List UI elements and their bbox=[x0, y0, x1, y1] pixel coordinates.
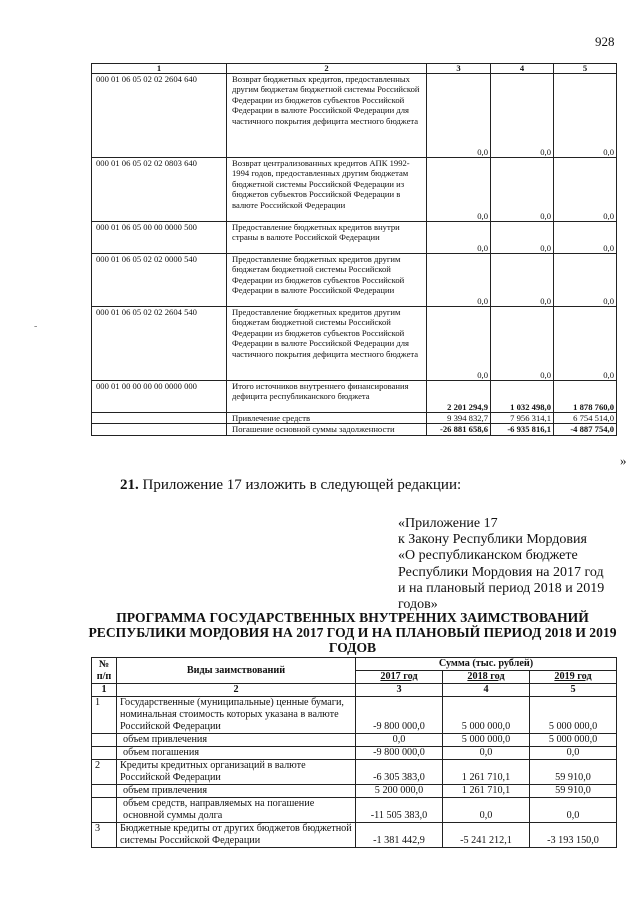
value-2017: -6 305 383,0 bbox=[356, 760, 443, 785]
row-number bbox=[92, 798, 117, 823]
program-heading: ПРОГРАММА ГОСУДАРСТВЕННЫХ ВНУТРЕННИХ ЗАИМСТВОВАНИЙ РЕСПУБЛИКИ МОРДОВИЯ НА 2017 ГОД И НА ПЛАНОВЫЙ ПЕРИОД 2018 И 2019 ГОДОВ bbox=[88, 610, 617, 656]
margin-mark: - bbox=[34, 321, 38, 332]
value-2019: 59 910,0 bbox=[530, 760, 617, 785]
page-number: 928 bbox=[595, 34, 615, 49]
appendix-line: к Закону Республики Мордовия bbox=[398, 532, 587, 548]
amendment-text: Приложение 17 изложить в следующей редакции: bbox=[138, 477, 462, 493]
table-row bbox=[92, 158, 617, 222]
value-2017: 0,0 bbox=[427, 222, 491, 254]
header-cell: 5 bbox=[554, 64, 617, 74]
header-year-2018: 2018 год bbox=[443, 671, 530, 684]
value-2018: 0,0 bbox=[491, 222, 554, 254]
appendix-line: годов» bbox=[398, 597, 438, 613]
value-2018: 1 261 710,1 bbox=[443, 760, 530, 785]
table-row bbox=[92, 413, 617, 424]
budget-code: 000 01 00 00 00 00 0000 000 bbox=[92, 381, 227, 413]
amendment-paragraph bbox=[120, 477, 461, 494]
numbering-cell: 4 bbox=[443, 684, 530, 697]
table-row bbox=[92, 785, 617, 798]
appendix-line: Республики Мордовия на 2017 год bbox=[398, 564, 604, 580]
value-2017: 0,0 bbox=[427, 74, 491, 158]
value-2017: -1 381 442,9 bbox=[356, 823, 443, 848]
header-cell: 4 bbox=[491, 64, 554, 74]
header-kind: Виды заимствований bbox=[117, 658, 356, 684]
table-row bbox=[92, 424, 617, 435]
numbering-cell: 5 bbox=[530, 684, 617, 697]
value-2018: 1 261 710,1 bbox=[443, 785, 530, 798]
value-2019: 0,0 bbox=[530, 747, 617, 760]
value-2018: 1 032 498,0 bbox=[491, 381, 554, 413]
value-2018: 0,0 bbox=[491, 254, 554, 307]
value-2017: 5 200 000,0 bbox=[356, 785, 443, 798]
value-2018: -6 935 816,1 bbox=[491, 424, 554, 435]
table-header-row bbox=[92, 658, 617, 671]
table-row bbox=[92, 760, 617, 785]
value-2019: 6 754 514,0 bbox=[554, 413, 617, 424]
row-description: Погашение основной суммы задолженности bbox=[227, 424, 427, 435]
value-2017: -9 800 000,0 bbox=[356, 697, 443, 734]
table-numbering-row bbox=[92, 684, 617, 697]
appendix-line: «О республиканском бюджете bbox=[398, 548, 578, 564]
appendix-line: «Приложение 17 bbox=[398, 516, 498, 531]
value-2018: 7 956 314,1 bbox=[491, 413, 554, 424]
value-2017: -9 800 000,0 bbox=[356, 747, 443, 760]
numbering-cell: 1 bbox=[92, 684, 117, 697]
row-label: объем погашения bbox=[117, 747, 356, 760]
table-row-total bbox=[92, 381, 617, 413]
value-2019: 0,0 bbox=[554, 254, 617, 307]
value-2017: 0,0 bbox=[427, 158, 491, 222]
borrowing-program-table bbox=[91, 657, 617, 848]
table-row bbox=[92, 254, 617, 307]
header-year-2019: 2019 год bbox=[530, 671, 617, 684]
value-2018: 0,0 bbox=[443, 798, 530, 823]
value-2019: 0,0 bbox=[554, 222, 617, 254]
row-description: Возврат бюджетных кредитов, предоставленных другим бюджетам бюджетной системы Российской Федерации из бюджетов субъектов Российской Федерации в валюте Российской Федерации для частичного покрытия дефицита местного бюджета bbox=[227, 74, 427, 158]
row-description: Возврат централизованных кредитов АПК 1992-1994 годов, предоставленных другим бюджетам бюджетной системы Российской Федерации из бюджетов субъектов Российской Федерации в валюте Российской Федерации bbox=[227, 158, 427, 222]
row-label: объем средств, направляемых на погашение основной суммы долга bbox=[117, 798, 356, 823]
header-sum: Сумма (тыс. рублей) bbox=[356, 658, 617, 671]
value-2019: 5 000 000,0 bbox=[530, 734, 617, 747]
value-2019: -4 887 754,0 bbox=[554, 424, 617, 435]
table-row bbox=[92, 697, 617, 734]
value-2017: -11 505 383,0 bbox=[356, 798, 443, 823]
row-label: Бюджетные кредиты от других бюджетов бюджетной системы Российской Федерации bbox=[117, 823, 356, 848]
amendment-number: 21. bbox=[120, 477, 139, 493]
table-row bbox=[92, 74, 617, 158]
value-2018: -5 241 212,1 bbox=[443, 823, 530, 848]
row-number bbox=[92, 785, 117, 798]
value-2017: 0,0 bbox=[427, 254, 491, 307]
table-row bbox=[92, 747, 617, 760]
numbering-cell: 2 bbox=[117, 684, 356, 697]
sources-financing-table bbox=[91, 63, 617, 436]
value-2019: 0,0 bbox=[530, 798, 617, 823]
appendix-line: и на плановый период 2018 и 2019 bbox=[398, 580, 605, 596]
table-row bbox=[92, 823, 617, 848]
appendix-note bbox=[398, 516, 623, 613]
budget-code: 000 01 06 05 02 02 0803 640 bbox=[92, 158, 227, 222]
row-description: Предоставление бюджетных кредитов другим бюджетам бюджетной системы Российской Федерации из бюджетов субъектов Российской Федерации в валюте Российской Федерации для частичного покрытия дефицита местного бюджета bbox=[227, 307, 427, 381]
budget-code bbox=[92, 413, 227, 424]
table-header-row bbox=[92, 64, 617, 74]
header-number: № п/п bbox=[92, 658, 117, 684]
value-2019: -3 193 150,0 bbox=[530, 823, 617, 848]
value-2017: 9 394 832,7 bbox=[427, 413, 491, 424]
table-row bbox=[92, 222, 617, 254]
row-label: Государственные (муниципальные) ценные бумаги, номинальная стоимость которых указана в валюте Российской Федерации bbox=[117, 697, 356, 734]
row-number bbox=[92, 747, 117, 760]
budget-code bbox=[92, 424, 227, 435]
row-description: Предоставление бюджетных кредитов внутри страны в валюте Российской Федерации bbox=[227, 222, 427, 254]
value-2017: 2 201 294,9 bbox=[427, 381, 491, 413]
budget-code: 000 01 06 05 00 00 0000 500 bbox=[92, 222, 227, 254]
row-label: объем привлечения bbox=[117, 785, 356, 798]
value-2018: 5 000 000,0 bbox=[443, 697, 530, 734]
value-2017: 0,0 bbox=[356, 734, 443, 747]
table-row bbox=[92, 798, 617, 823]
row-description: Предоставление бюджетных кредитов другим бюджетам бюджетной системы Российской Федерации из бюджетов субъектов Российской Федерации в валюте Российской Федерации bbox=[227, 254, 427, 307]
value-2019: 0,0 bbox=[554, 74, 617, 158]
row-number bbox=[92, 734, 117, 747]
row-description: Итого источников внутреннего финансирования дефицита республиканского бюджета bbox=[227, 381, 427, 413]
table-row bbox=[92, 307, 617, 381]
row-number: 3 bbox=[92, 823, 117, 848]
value-2019: 0,0 bbox=[554, 158, 617, 222]
header-cell: 1 bbox=[92, 64, 227, 74]
row-label: Кредиты кредитных организаций в валюте Российской Федерации bbox=[117, 760, 356, 785]
value-2018: 0,0 bbox=[491, 307, 554, 381]
value-2019: 1 878 760,0 bbox=[554, 381, 617, 413]
numbering-cell: 3 bbox=[356, 684, 443, 697]
value-2017: -26 881 658,6 bbox=[427, 424, 491, 435]
row-description: Привлечение средств bbox=[227, 413, 427, 424]
budget-code: 000 01 06 05 02 02 2604 640 bbox=[92, 74, 227, 158]
value-2018: 0,0 bbox=[443, 747, 530, 760]
value-2019: 0,0 bbox=[554, 307, 617, 381]
row-label: объем привлечения bbox=[117, 734, 356, 747]
header-cell: 3 bbox=[427, 64, 491, 74]
header-cell: 2 bbox=[227, 64, 427, 74]
value-2019: 5 000 000,0 bbox=[530, 697, 617, 734]
value-2018: 5 000 000,0 bbox=[443, 734, 530, 747]
header-year-2017: 2017 год bbox=[356, 671, 443, 684]
value-2018: 0,0 bbox=[491, 158, 554, 222]
row-number: 2 bbox=[92, 760, 117, 785]
row-number: 1 bbox=[92, 697, 117, 734]
value-2019: 59 910,0 bbox=[530, 785, 617, 798]
table-row bbox=[92, 734, 617, 747]
budget-code: 000 01 06 05 02 02 2604 540 bbox=[92, 307, 227, 381]
value-2017: 0,0 bbox=[427, 307, 491, 381]
closing-quote: » bbox=[620, 453, 627, 468]
budget-code: 000 01 06 05 02 02 0000 540 bbox=[92, 254, 227, 307]
value-2018: 0,0 bbox=[491, 74, 554, 158]
